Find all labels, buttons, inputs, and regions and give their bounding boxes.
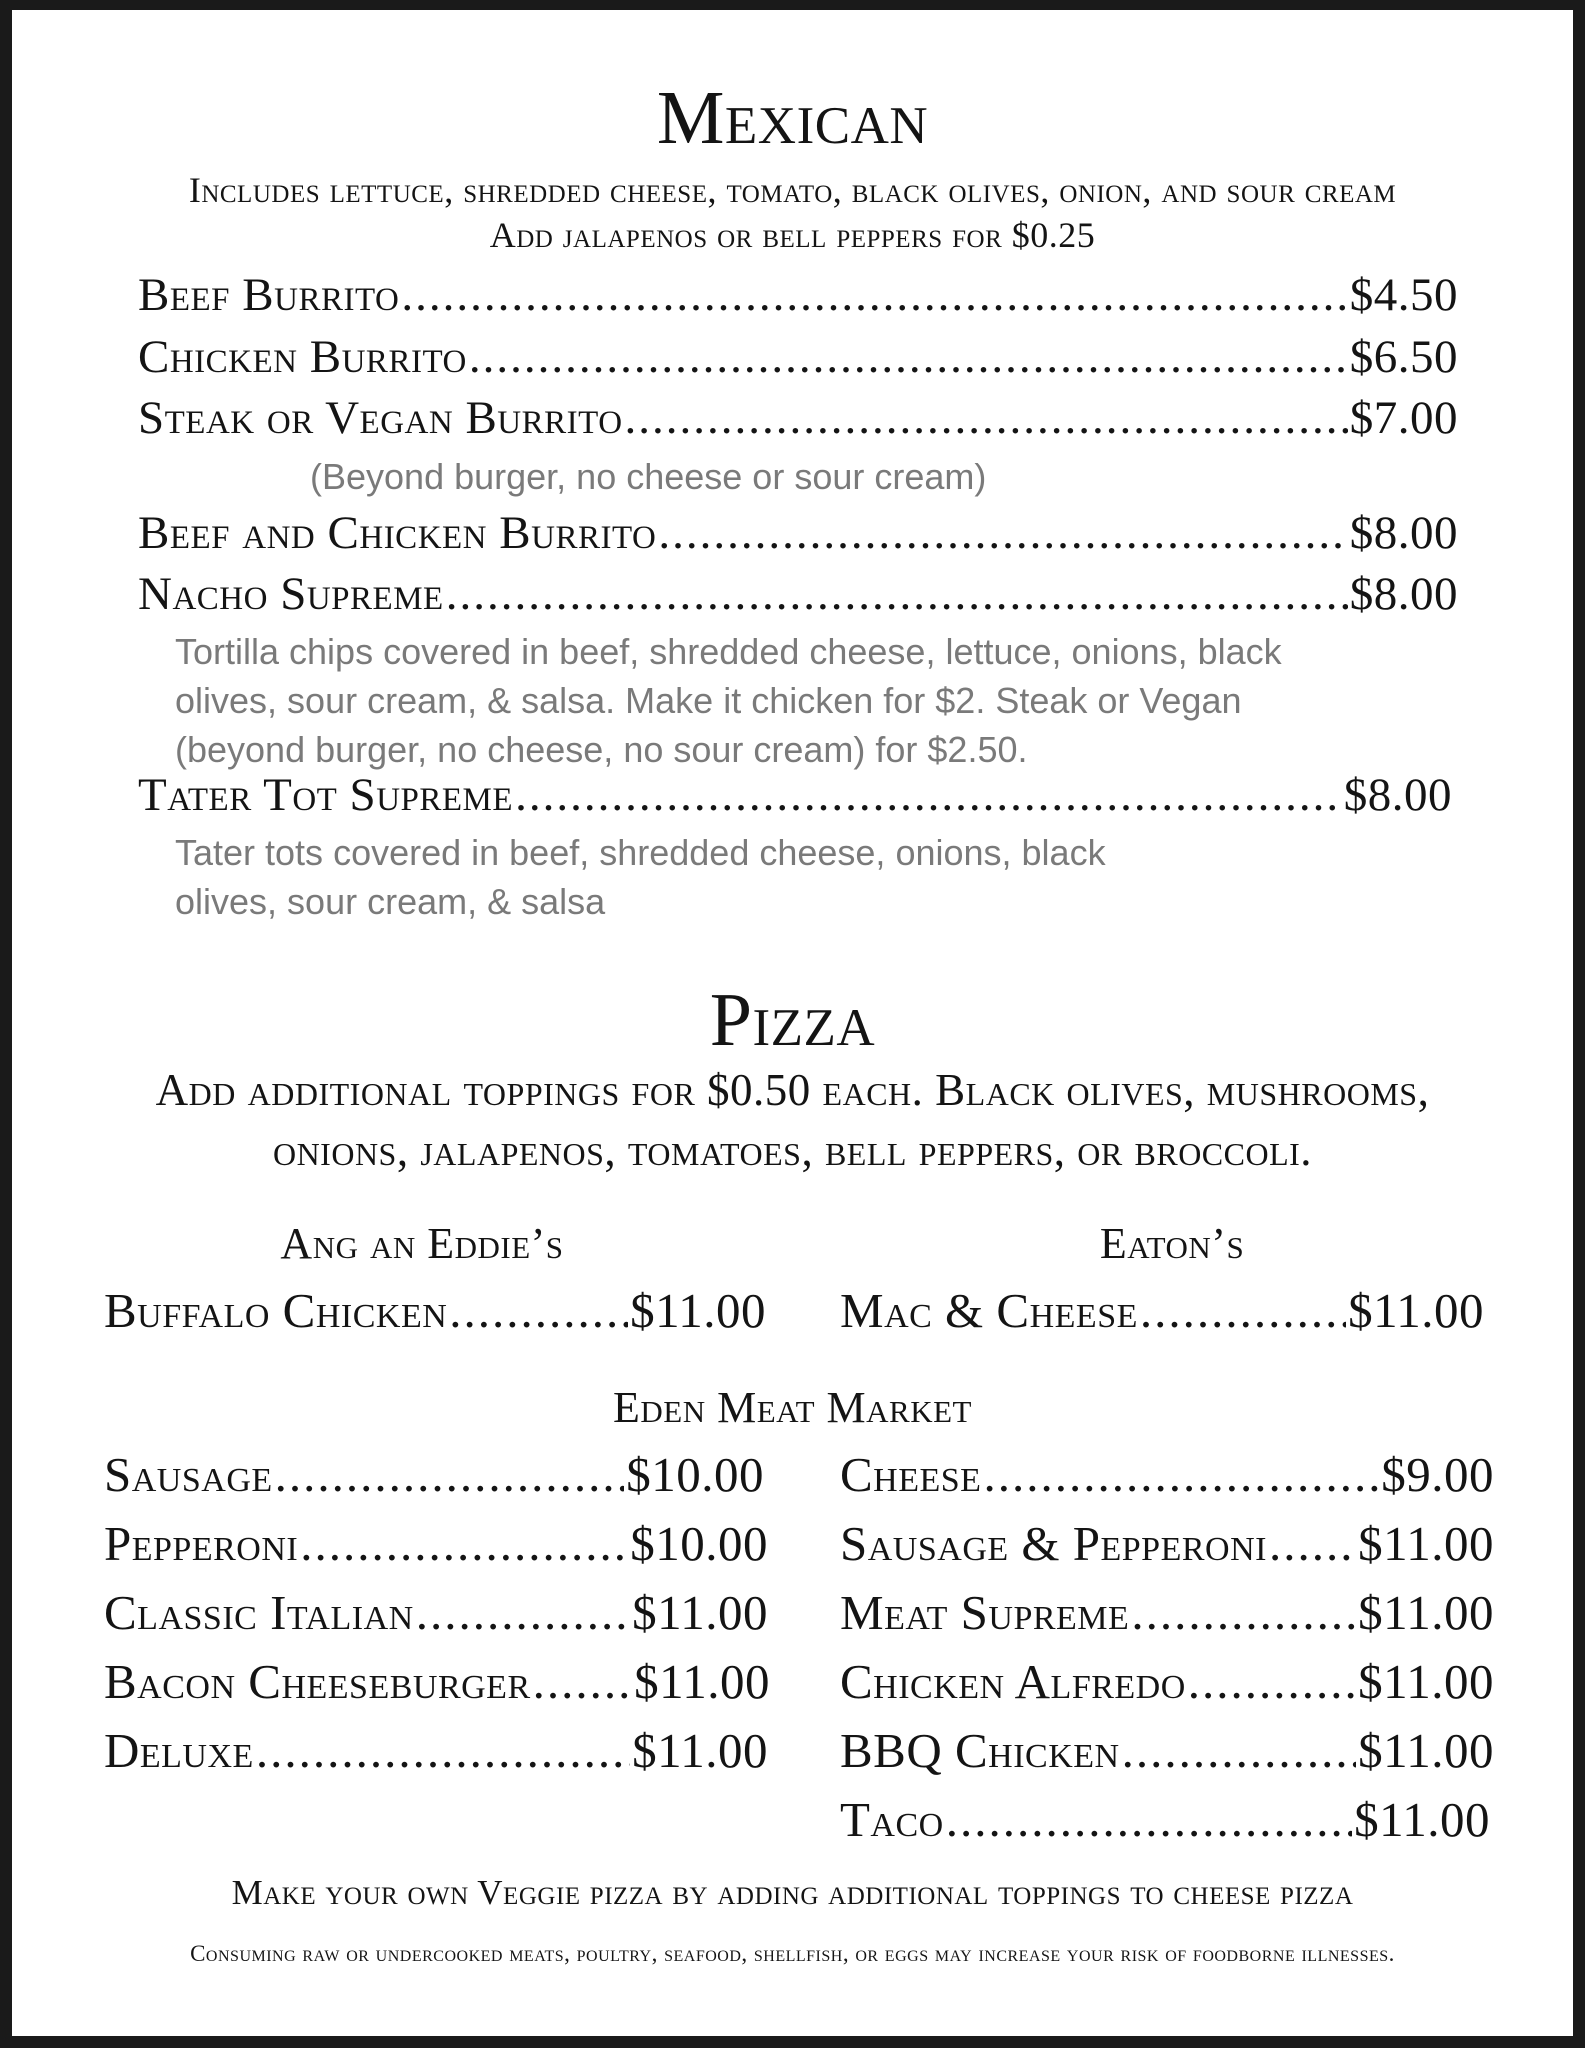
leader-dots <box>449 1286 628 1335</box>
item-description <box>175 828 1106 926</box>
menu-item-row <box>104 1723 768 1778</box>
menu-item-row <box>138 769 1452 821</box>
veggie-pizza-note: Make your own Veggie pizza by adding additional toppings to cheese pizza <box>231 1873 1354 1912</box>
leader-dots <box>256 1726 630 1775</box>
item-price: $11.00 <box>1354 1792 1490 1847</box>
item-name: Chicken Burrito <box>138 331 467 383</box>
menu-item-row <box>104 1585 768 1640</box>
mexican-includes: Includes lettuce, shredded cheese, tomato, black olives, onion, and sour cream <box>188 170 1397 210</box>
item-name: Tater Tot Supreme <box>138 769 514 821</box>
leader-dots <box>469 334 1348 381</box>
menu-item-row <box>840 1447 1494 1502</box>
ang-eddie-header: Ang an Eddie’s <box>280 1219 564 1268</box>
item-name: Classic Italian <box>104 1585 414 1640</box>
leader-dots <box>416 1588 630 1637</box>
item-description <box>175 627 1282 774</box>
item-price: $4.50 <box>1349 269 1458 321</box>
item-name: Beef and Chicken Burrito <box>138 507 657 559</box>
leader-dots <box>1131 1588 1356 1637</box>
menu-item-row <box>840 1283 1484 1338</box>
item-name: Sausage & Pepperoni <box>840 1516 1267 1571</box>
leader-dots <box>533 1657 632 1706</box>
description-line: olives, sour cream, & salsa. Make it chicken for $2. Steak or Vegan <box>175 680 1242 721</box>
leader-dots <box>515 772 1342 819</box>
menu-item-row <box>840 1516 1494 1571</box>
eatons-header: Eaton’s <box>1099 1219 1245 1268</box>
item-price: $11.00 <box>1358 1654 1494 1709</box>
menu-item-row <box>138 568 1458 620</box>
leader-dots <box>1269 1519 1356 1568</box>
leader-dots <box>300 1519 628 1568</box>
item-price: $11.00 <box>632 1585 768 1640</box>
item-price: $11.00 <box>630 1283 766 1338</box>
description-line: Tortilla chips covered in beef, shredded cheese, lettuce, onions, black <box>175 631 1282 672</box>
menu-item-row <box>138 392 1458 444</box>
item-price: $10.00 <box>626 1447 764 1502</box>
item-price: $6.50 <box>1349 331 1458 383</box>
item-name: Steak or Vegan Burrito <box>138 392 623 444</box>
leader-dots <box>1188 1657 1356 1706</box>
leader-dots <box>1122 1726 1356 1775</box>
description-line: (beyond burger, no cheese, no sour cream) for $2.50. <box>175 729 1028 770</box>
pizza-toppings-line: Add additional toppings for $0.50 each. Black olives, mushrooms, <box>155 1065 1430 1115</box>
leader-dots <box>446 571 1348 618</box>
leader-dots <box>946 1795 1352 1844</box>
food-safety-disclaimer: Consuming raw or undercooked meats, poultry, seafood, shellfish, or eggs may increase your risk of foodborne illnesses. <box>190 1941 1395 1966</box>
menu-item-row <box>104 1516 768 1571</box>
item-price: $11.00 <box>1358 1585 1494 1640</box>
leader-dots <box>983 1450 1379 1499</box>
menu-page <box>12 10 1573 2036</box>
item-price: $11.00 <box>634 1654 770 1709</box>
item-name: Pepperoni <box>104 1516 299 1571</box>
menu-item-row <box>104 1283 766 1338</box>
menu-item-row <box>138 507 1458 559</box>
menu-item-row <box>840 1585 1494 1640</box>
item-price: $10.00 <box>630 1516 768 1571</box>
item-price: $11.00 <box>1358 1723 1494 1778</box>
mexican-addon: Add jalapenos or bell peppers for $0.25 <box>489 215 1096 255</box>
menu-item-row <box>840 1723 1494 1778</box>
menu-item-row <box>138 269 1458 321</box>
pizza-title: Pizza <box>709 978 876 1062</box>
leader-dots <box>275 1450 625 1499</box>
description-line: olives, sour cream, & salsa <box>175 881 606 922</box>
item-price: $11.00 <box>1358 1516 1494 1571</box>
item-price: $8.00 <box>1349 568 1458 620</box>
item-price: $8.00 <box>1343 769 1452 821</box>
item-price: $11.00 <box>632 1723 768 1778</box>
item-name: Beef Burrito <box>138 269 400 321</box>
item-name: Chicken Alfredo <box>840 1654 1186 1709</box>
item-name: Deluxe <box>104 1723 254 1778</box>
menu-item-row <box>840 1654 1494 1709</box>
item-name: Mac & Cheese <box>840 1283 1138 1338</box>
leader-dots <box>401 272 1347 319</box>
item-name: Buffalo Chicken <box>104 1283 448 1338</box>
item-description: (Beyond burger, no cheese or sour cream) <box>310 456 987 497</box>
eden-meat-market-header: Eden Meat Market <box>613 1383 972 1432</box>
pizza-toppings-line: onions, jalapenos, tomatoes, bell peppers, or broccoli. <box>272 1125 1313 1175</box>
mexican-title: Mexican <box>656 76 929 160</box>
item-name: Nacho Supreme <box>138 568 444 620</box>
item-name: Bacon Cheeseburger <box>104 1654 531 1709</box>
item-name: Meat Supreme <box>840 1585 1130 1640</box>
item-price: $7.00 <box>1349 392 1458 444</box>
menu-item-row <box>104 1447 764 1502</box>
leader-dots <box>625 395 1348 442</box>
menu-item-row <box>104 1654 770 1709</box>
menu-item-row <box>138 331 1458 383</box>
item-name: BBQ Chicken <box>840 1723 1120 1778</box>
item-price: $11.00 <box>1348 1283 1484 1338</box>
leader-dots <box>658 510 1347 557</box>
leader-dots <box>1140 1286 1346 1335</box>
item-name: Sausage <box>104 1447 273 1502</box>
description-line: Tater tots covered in beef, shredded cheese, onions, black <box>175 832 1106 873</box>
item-price: $8.00 <box>1349 507 1458 559</box>
item-price: $9.00 <box>1381 1447 1494 1502</box>
item-name: Taco <box>840 1792 944 1847</box>
menu-item-row <box>840 1792 1490 1847</box>
item-name: Cheese <box>840 1447 982 1502</box>
